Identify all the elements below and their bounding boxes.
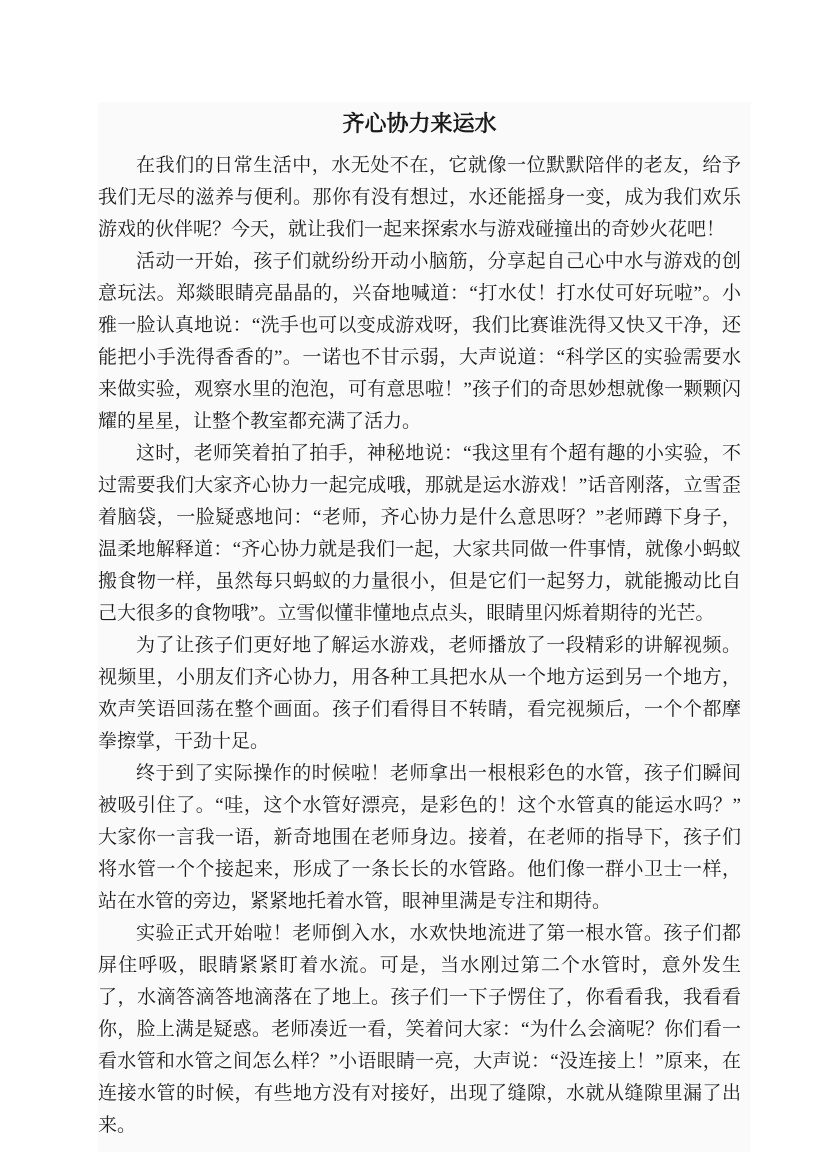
paragraph: 活动一开始，孩子们就纷纷开动小脑筋，分享起自己心中水与游戏的创意玩法。郑燚眼睛亮晶晶的，兴奋地喊道：“打水仗！打水仗可好玩啦”。小雅一脸认真地说：“洗手也可以变成游戏呀，我们比赛谁洗得又快又干净，还能把小手洗得香香的”。一诺也不甘示弱，大声说道：“科学区的实验需要水来做实验，观察水里的泡泡，可有意思啦！”孩子们的奇思妙想就像一颗颗闪耀的星星，让整个教室都充满了活力。 <box>98 251 741 432</box>
document-body <box>98 150 741 1142</box>
paragraph: 终于到了实际操作的时候啦！老师拿出一根根彩色的水管，孩子们瞬间被吸引住了。“哇，这个水管好漂亮，是彩色的！这个水管真的能运水吗？”大家你一言我一语，新奇地围在老师身边。接着，在老师的指导下，孩子们将水管一个个接起来，形成了一条长长的水管路。他们像一群小卫士一样，站在水管的旁边，紧紧地托着水管，眼神里满是专注和期待。 <box>98 763 741 912</box>
document-title: 齐心协力来运水 <box>342 111 497 136</box>
document-content <box>98 102 751 1152</box>
paragraph: 这时，老师笑着拍了拍手，神秘地说：“我这里有个超有趣的小实验，不过需要我们大家齐心协力一起完成哦，那就是运水游戏！”话音刚落，立雪歪着脑袋，一脸疑惑地问：“老师，齐心协力是什么意思呀？”老师蹲下身子，温柔地解释道：“齐心协力就是我们一起，大家共同做一件事情，就像小蚂蚁搬食物一样，虽然每只蚂蚁的力量很小，但是它们一起努力，就能搬动比自己大很多的食物哦”。立雪似懂非懂地点点头，眼睛里闪烁着期待的光芒。 <box>98 443 741 624</box>
paragraph: 实验正式开始啦！老师倒入水，水欢快地流进了第一根水管。孩子们都屏住呼吸，眼睛紧紧盯着水流。可是，当水刚过第二个水管时，意外发生了，水滴答滴答地滴落在了地上。孩子们一下子愣住了，你看看我，我看看你，脸上满是疑惑。老师凑近一看，笑着问大家：“为什么会滴呢？你们看一看水管和水管之间怎么样？”小语眼睛一亮，大声说：“没连接上！”原来，在连接水管的时候，有些地方没有对接好，出现了缝隙，水就从缝隙里漏了出来。 <box>98 923 741 1136</box>
paragraph: 为了让孩子们更好地了解运水游戏，老师播放了一段精彩的讲解视频。视频里，小朋友们齐心协力，用各种工具把水从一个地方运到另一个地方，欢声笑语回荡在整个画面。孩子们看得目不转睛，看完视频后，一个个都摩拳擦掌，干劲十足。 <box>98 635 741 752</box>
paragraph: 在我们的日常生活中，水无处不在，它就像一位默默陪伴的老友，给予我们无尽的滋养与便利。那你有没有想过，水还能摇身一变，成为我们欢乐游戏的伙伴呢？今天，就让我们一起来探索水与游戏碰撞出的奇妙火花吧！ <box>98 155 741 240</box>
